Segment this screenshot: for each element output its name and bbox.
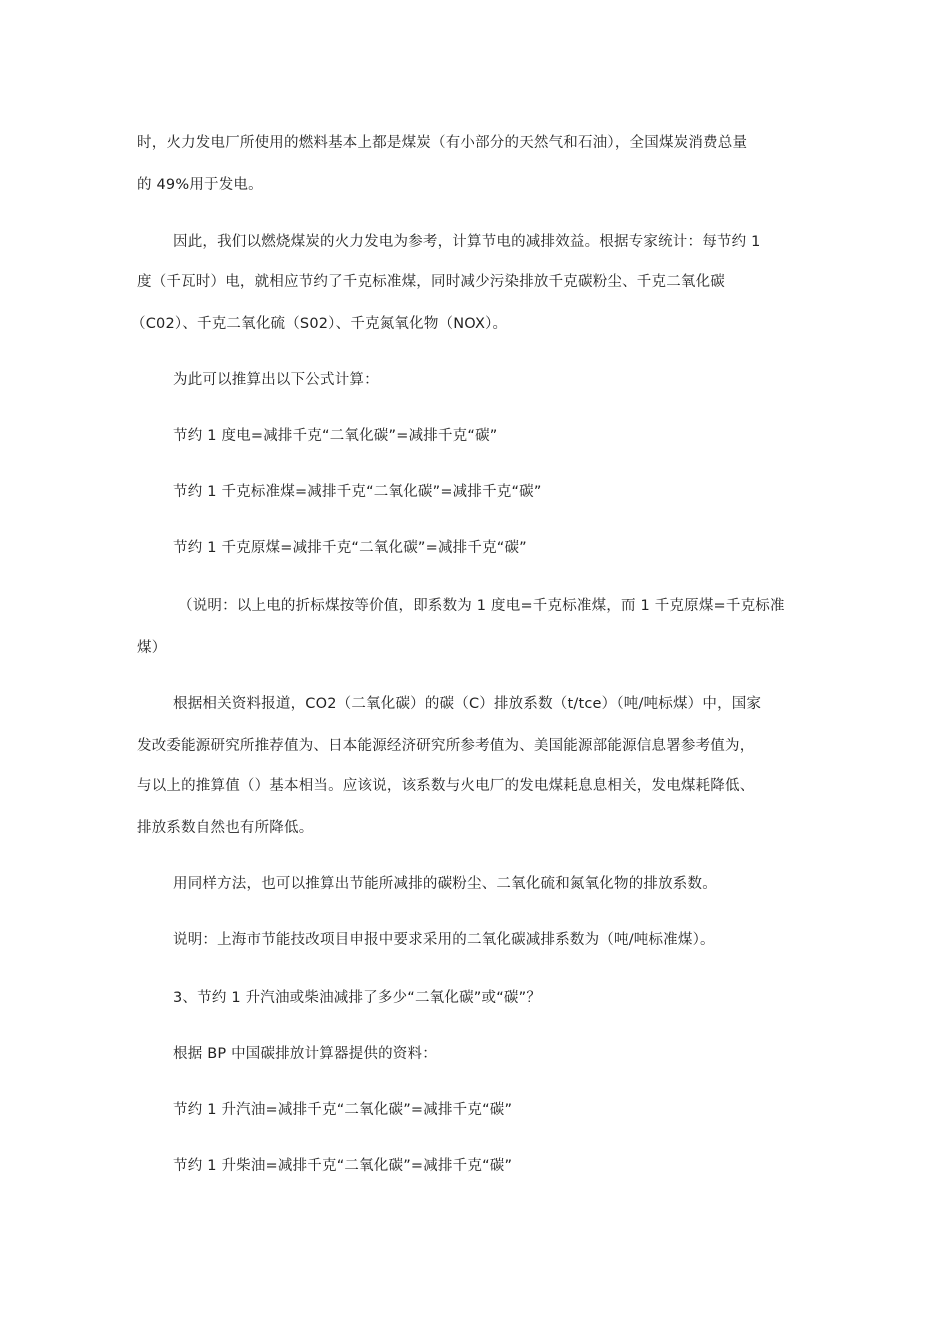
section-heading: 3、节约 1 升汽油或柴油减排了多少“二氧化碳”或“碳”？ xyxy=(173,990,542,1006)
paragraph-line: 与以上的推算值（）基本相当。应该说，该系数与火电厂的发电煤耗息息相关，发电煤耗降低、 xyxy=(137,778,755,794)
formula-line: 节约 1 千克原煤=减排千克“二氧化碳”=减排千克“碳” xyxy=(173,540,527,556)
paragraph-line: 用同样方法，也可以推算出节能所减排的碳粉尘、二氧化硫和氮氧化物的排放系数。 xyxy=(173,876,717,892)
paragraph-line: 因此，我们以燃烧煤炭的火力发电为参考，计算节电的减排效益。根据专家统计：每节约 1 xyxy=(173,234,761,250)
paragraph-line: 说明：上海市节能技改项目申报中要求采用的二氧化碳减排系数为（吨/吨标准煤）。 xyxy=(173,932,715,948)
note-line: （说明：以上电的折标煤按等价值，即系数为 1 度电=千克标准煤，而 1 千克原煤=千克标准 xyxy=(178,598,785,614)
paragraph-line: 排放系数自然也有所降低。 xyxy=(137,820,314,836)
note-line: 煤） xyxy=(137,640,167,656)
paragraph-line: 发改委能源研究所推荐值为、日本能源经济研究所参考值为、美国能源部能源信息署参考值为， xyxy=(137,738,755,754)
formula-line: 节约 1 千克标准煤=减排千克“二氧化碳”=减排千克“碳” xyxy=(173,484,542,500)
paragraph-line: （C02）、千克二氧化硫（S02）、千克氮氧化物（NOX）。 xyxy=(131,316,508,332)
paragraph-line: 为此可以推算出以下公式计算： xyxy=(173,372,379,388)
paragraph-line: 根据相关资料报道，CO2（二氧化碳）的碳（C）排放系数（t/tce）（吨/吨标煤）中，国家 xyxy=(173,696,762,712)
paragraph-line: 的 49%用于发电。 xyxy=(137,177,263,193)
formula-line: 节约 1 升汽油=减排千克“二氧化碳”=减排千克“碳” xyxy=(173,1102,513,1118)
paragraph-line: 度（千瓦时）电，就相应节约了千克标准煤，同时减少污染排放千克碳粉尘、千克二氧化碳 xyxy=(137,274,725,290)
paragraph-line: 时，火力发电厂所使用的燃料基本上都是煤炭（有小部分的天然气和石油），全国煤炭消费总量 xyxy=(137,135,748,151)
paragraph-line: 根据 BP 中国碳排放计算器提供的资料： xyxy=(173,1046,437,1062)
formula-line: 节约 1 升柴油=减排千克“二氧化碳”=减排千克“碳” xyxy=(173,1158,513,1174)
formula-line: 节约 1 度电=减排千克“二氧化碳”=减排千克“碳” xyxy=(173,428,498,444)
